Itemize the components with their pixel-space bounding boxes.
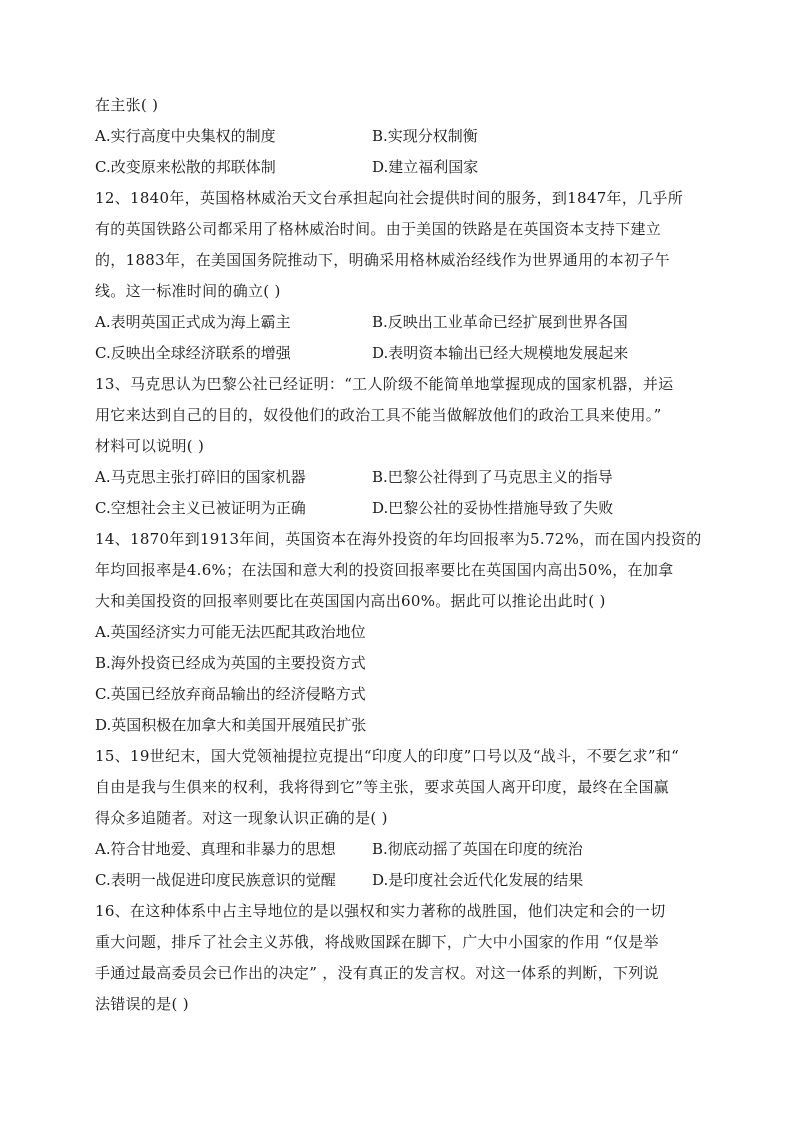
q14-option-d: D.英国积极在加拿大和美国开展殖民扩张 <box>95 716 367 734</box>
q15-stem <box>95 741 705 834</box>
q11-options-row-1 <box>95 121 705 152</box>
q15-stem-line: 得众多追随者。对这一现象认识正确的是( ) <box>95 809 388 827</box>
q14-stem-line: 14、1870年到1913年间，英国资本在海外投资的年均回报率为5.72%，而在国内投资的 <box>95 530 702 548</box>
q13-stem-line: 13、马克思认为巴黎公社已经证明：“工人阶级不能简单地掌握现成的国家机器，并运 <box>95 375 674 393</box>
q12-stem-line: 线。这一标准时间的确立( ) <box>95 282 281 300</box>
q11-option-b: B.实现分权制衡 <box>372 127 478 145</box>
q14-stem-line: 大和美国投资的回报率则要比在英国国内高出60%。据此可以推论出此时( ) <box>95 592 606 610</box>
q12-option-c: C.反映出全球经济联系的增强 <box>95 344 291 362</box>
q15-option-c: C.表明一战促进印度民族意识的觉醒 <box>95 871 336 889</box>
q14-option-b: B.海外投资已经成为英国的主要投资方式 <box>95 654 366 672</box>
q12-options-row-2 <box>95 338 705 369</box>
q12-stem-line: 12、1840年，英国格林威治天文台承担起向社会提供时间的服务，到1847年，几乎所 <box>95 189 684 207</box>
q11-option-c: C.改变原来松散的邦联体制 <box>95 158 276 176</box>
q13-options-row-2 <box>95 493 705 524</box>
q12-option-a: A.表明英国正式成为海上霸主 <box>95 313 291 331</box>
q16-stem-line: 16、在这种体系中占主导地位的是以强权和实力著称的战胜国，他们决定和会的一切 <box>95 902 666 920</box>
q12-stem-line: 的，1883年，在美国国务院推动下，明确采用格林威治经线作为世界通用的本初子午 <box>95 251 670 269</box>
q15-stem-line: 自由是我与生俱来的权利，我将得到它”等主张，要求英国人离开印度，最终在全国赢 <box>95 778 670 796</box>
q15-option-b: B.彻底动摇了英国在印度的统治 <box>372 840 583 858</box>
q12-option-b: B.反映出工业革命已经扩展到世界各国 <box>372 313 628 331</box>
q11-option-a: A.实行高度中央集权的制度 <box>95 127 276 145</box>
q14-option-c: C.英国已经放弃商品输出的经济侵略方式 <box>95 685 366 703</box>
q16-stem-line: 重大问题，排斥了社会主义苏俄，将战败国踩在脚下，广大中小国家的作用 “仅是举 <box>95 933 659 951</box>
q11-options-row-2 <box>95 152 705 183</box>
q13-stem <box>95 369 705 462</box>
q13-option-b: B.巴黎公社得到了马克思主义的指导 <box>372 468 613 486</box>
q12-stem <box>95 183 705 307</box>
q14-stem <box>95 524 705 617</box>
q16-stem-line: 法错误的是( ) <box>95 995 189 1013</box>
q14-option-a: A.英国经济实力可能无法匹配其政治地位 <box>95 623 366 641</box>
q15-options-row-1 <box>95 834 705 865</box>
q15-option-d: D.是印度社会近代化发展的结果 <box>372 871 584 889</box>
q12-option-d: D.表明资本输出已经大规模地发展起来 <box>372 344 629 362</box>
q14-stem-line: 年均回报率是4.6%；在法国和意大利的投资回报率要比在英国国内高出50%，在加拿 <box>95 561 674 579</box>
exam-page <box>95 90 705 1020</box>
q15-option-a: A.符合甘地爱、真理和非暴力的思想 <box>95 840 336 858</box>
q15-options-row-2 <box>95 865 705 896</box>
q11-tail: 在主张( ) <box>95 96 159 114</box>
q13-option-c: C.空想社会主义已被证明为正确 <box>95 499 306 517</box>
q16-stem <box>95 896 705 1020</box>
q13-options-row-1 <box>95 462 705 493</box>
q12-stem-line: 有的英国铁路公司都采用了格林威治时间。由于美国的铁路是在英国资本支持下建立 <box>95 220 662 238</box>
q13-option-a: A.马克思主张打碎旧的国家机器 <box>95 468 306 486</box>
q16-stem-line: 手通过最高委员会已作出的决定” ，没有真正的发言权。对这一体系的判断，下列说 <box>95 964 659 982</box>
q12-options-row-1 <box>95 307 705 338</box>
q15-stem-line: 15、19世纪末，国大党领袖提拉克提出“印度人的印度”口号以及“战斗，不要乞求”和“ <box>95 747 680 765</box>
q13-stem-line: 材料可以说明( ) <box>95 437 205 455</box>
q11-option-d: D.建立福利国家 <box>372 158 479 176</box>
q13-stem-line: 用它来达到自己的目的，奴役他们的政治工具不能当做解放他们的政治工具来使用。” <box>95 406 662 424</box>
q13-option-d: D.巴黎公社的妥协性措施导致了失败 <box>372 499 614 517</box>
